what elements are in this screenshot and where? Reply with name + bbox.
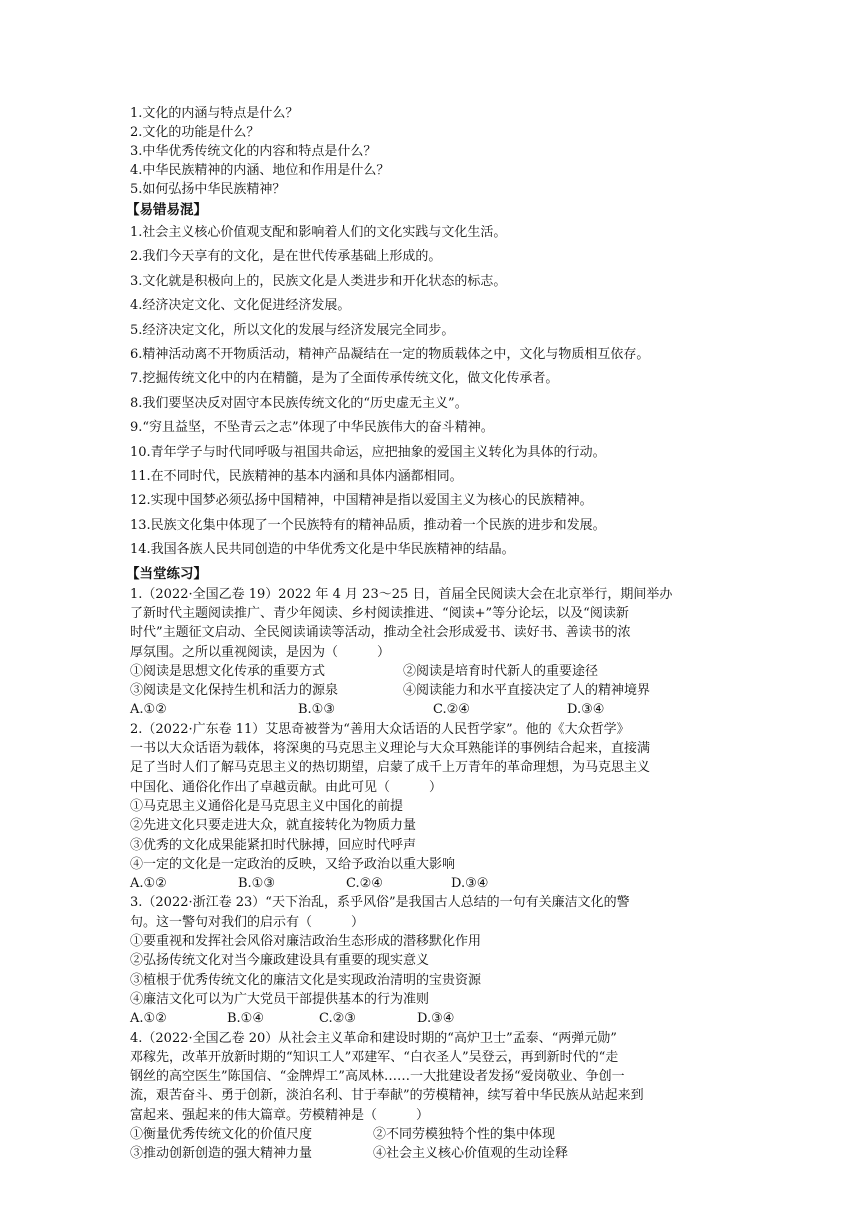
mistake-item: 5.经济决定文化，所以文化的发展与经济发展完全同步。: [130, 322, 455, 338]
option-row: [130, 662, 740, 681]
question-stem-line: 厚氛围。之所以重视阅读，是因为（ ）: [130, 644, 391, 660]
question-stem-line: 流，艰苦奋斗、勇于创新，淡泊名利、甘于奉献”的劳模精神，续写着中华民族从站起来到: [130, 1088, 644, 1104]
answer-choice: D.③④: [567, 702, 605, 718]
answer-choice: D.③④: [451, 876, 489, 892]
answer-choice: B.①③: [298, 702, 335, 718]
question-stem-line: 钢丝的高空医生”陈国信、“金牌焊工”高凤林……一大批建设者发扬“爱岗敬业、争创一: [130, 1069, 625, 1085]
exercise-question-3: [130, 893, 740, 1028]
answer-choice: C.②④: [433, 702, 470, 718]
exercise-section-title: 【当堂练习】: [126, 565, 207, 582]
question-stem-line: 足了当时人们了解马克思主义的热切期望，启蒙了成千上万青年的革命理想，为马克思主义: [130, 760, 651, 776]
mistake-item: 4.经济决定文化、文化促进经济发展。: [130, 298, 351, 314]
exercise-question-4: [130, 1029, 740, 1164]
answer-choice: A.①②: [130, 1011, 167, 1027]
review-question: 2.文化的功能是什么？: [130, 125, 260, 140]
mistake-item: 14.我国各族人民共同创造的中华优秀文化是中华民族精神的结晶。: [130, 542, 515, 558]
answer-choice: A.①②: [130, 876, 167, 892]
mistake-item: 8.我们要坚决反对固守本民族传统文化的“历史虚无主义”。: [130, 395, 468, 411]
exercise-question-1: [130, 585, 740, 720]
option: ③植根于优秀传统文化的廉洁文化是实现政治清明的宝贵资源: [130, 972, 482, 988]
option: ③推动创新创造的强大精神力量: [130, 1146, 313, 1162]
answer-choice: B.①④: [227, 1011, 264, 1027]
question-stem-line: 4.（2022·全国乙卷 20）从社会主义革命和建设时期的“高炉卫士”孟泰、“两弹元勋”: [130, 1030, 617, 1046]
worksheet-page: [126, 104, 740, 1164]
mistake-item: 1.社会主义核心价值观支配和影响着人们的文化实践与文化生活。: [130, 225, 507, 240]
mistake-item: 10.青年学子与时代同呼吸与祖国共命运，应把抽象的爱国主义转化为具体的行动。: [130, 444, 606, 460]
review-question: 4.中华民族精神的内涵、地位和作用是什么？: [130, 163, 390, 178]
question-stem-line: 富起来、强起来的伟大篇章。劳模精神是（ ）: [130, 1107, 430, 1123]
option: ①马克思主义通俗化是马克思主义中国化的前提: [130, 798, 404, 814]
answer-row: [130, 874, 740, 893]
mistake-item: 11.在不同时代，民族精神的基本内涵和具体内涵都相同。: [130, 469, 463, 485]
answer-choice: C.②③: [319, 1011, 356, 1027]
option: ④阅读能力和水平直接决定了人的精神境界: [403, 683, 651, 699]
option: ④社会主义核心价值观的生动诠释: [373, 1146, 569, 1162]
question-stem-line: 时代”主题征文启动、全民阅读诵读等活动，推动全社会形成爱书、读好书、善读书的浓: [130, 625, 631, 641]
question-stem-line: 一书以大众话语为载体，将深奥的马克思主义理论与大众耳熟能详的事例结合起来，直接满: [130, 741, 651, 757]
option: ②弘扬传统文化对当今廉政建设具有重要的现实意义: [130, 953, 430, 969]
option: ①衡量优秀传统文化的价值尺度: [130, 1127, 313, 1142]
option: ④一定的文化是一定政治的反映，又给予政治以重大影响: [130, 856, 456, 872]
question-stem-line: 3.（2022·浙江卷 23）“天下治乱，系乎风俗”是我国古人总结的一句有关廉洁文化的警: [130, 895, 630, 911]
option: ③优秀的文化成果能紧扣时代脉搏，回应时代呼声: [130, 837, 417, 853]
mistakes-list: [130, 221, 740, 563]
question-stem-line: 句。这一警句对我们的启示有（ ）: [130, 914, 365, 930]
option: ②先进文化只要走进大众，就直接转化为物质力量: [130, 818, 417, 834]
mistake-item: 2.我们今天享有的文化，是在世代传承基础上形成的。: [130, 249, 442, 265]
question-stem-line: 中国化、通俗化作出了卓越贡献。由此可见（ ）: [130, 779, 443, 795]
exercise-question-2: [130, 720, 740, 894]
answer-choice: B.①③: [238, 876, 275, 892]
option: ①阅读是思想文化传承的重要方式: [130, 663, 326, 679]
option-row: [130, 1144, 740, 1163]
review-questions: [130, 104, 740, 199]
mistake-item: 6.精神活动离不开物质活动，精神产品凝结在一定的物质载体之中，文化与物质相互依存。: [130, 347, 650, 363]
answer-choice: A.①②: [130, 702, 167, 718]
review-question: 5.如何弘扬中华民族精神？: [130, 182, 286, 197]
question-stem-line: 2.（2022·广东卷 11）艾思奇被誉为“善用大众话语的人民哲学家”。他的《大众哲学》: [130, 721, 630, 737]
question-stem-line: 了新时代主题阅读推广、青少年阅读、乡村阅读推进、“阅读+”等分论坛，以及“阅读新: [130, 605, 629, 621]
option: ③阅读是文化保持生机和活力的源泉: [130, 683, 339, 699]
answer-choice: C.②④: [346, 876, 383, 892]
question-stem-line: 邓稼先，改革开放新时期的“知识工人”邓建军、“白衣圣人”吴登云，再到新时代的“走: [130, 1049, 619, 1065]
mistake-item: 7.挖掘传统文化中的内在精髓，是为了全面传承传统文化，做文化传承者。: [130, 371, 559, 387]
option: ②不同劳模独特个性的集中体现: [373, 1127, 556, 1142]
option: ②阅读是培育时代新人的重要途径: [403, 663, 599, 679]
mistake-item: 13.民族文化集中体现了一个民族特有的精神品质，推动着一个民族的进步和发展。: [130, 517, 606, 533]
option-row: [130, 681, 740, 700]
exercise-list: [130, 585, 740, 1164]
option-row: [130, 1125, 740, 1144]
answer-row: [130, 1009, 740, 1028]
mistakes-section-title: 【易错易混】: [126, 202, 207, 218]
mistake-item: 9.“穷且益坚，不坠青云之志”体现了中华民族伟大的奋斗精神。: [130, 420, 494, 436]
review-question: 1.文化的内涵与特点是什么？: [130, 106, 299, 121]
answer-row: [130, 700, 740, 719]
mistake-item: 12.实现中国梦必须弘扬中国精神，中国精神是指以爱国主义为核心的民族精神。: [130, 493, 593, 509]
question-stem-line: 1.（2022·全国乙卷 19）2022 年 4 月 23～25 日，首届全民阅读大会在北京举行，期间举办: [130, 586, 673, 602]
answer-choice: D.③④: [417, 1011, 455, 1027]
mistake-item: 3.文化就是积极向上的，民族文化是人类进步和开化状态的标志。: [130, 273, 507, 289]
option: ④廉洁文化可以为广大党员干部提供基本的行为准则: [130, 991, 430, 1007]
option: ①要重视和发挥社会风俗对廉洁政治生态形成的潜移默化作用: [130, 934, 482, 950]
review-question: 3.中华优秀传统文化的内容和特点是什么？: [130, 144, 377, 159]
